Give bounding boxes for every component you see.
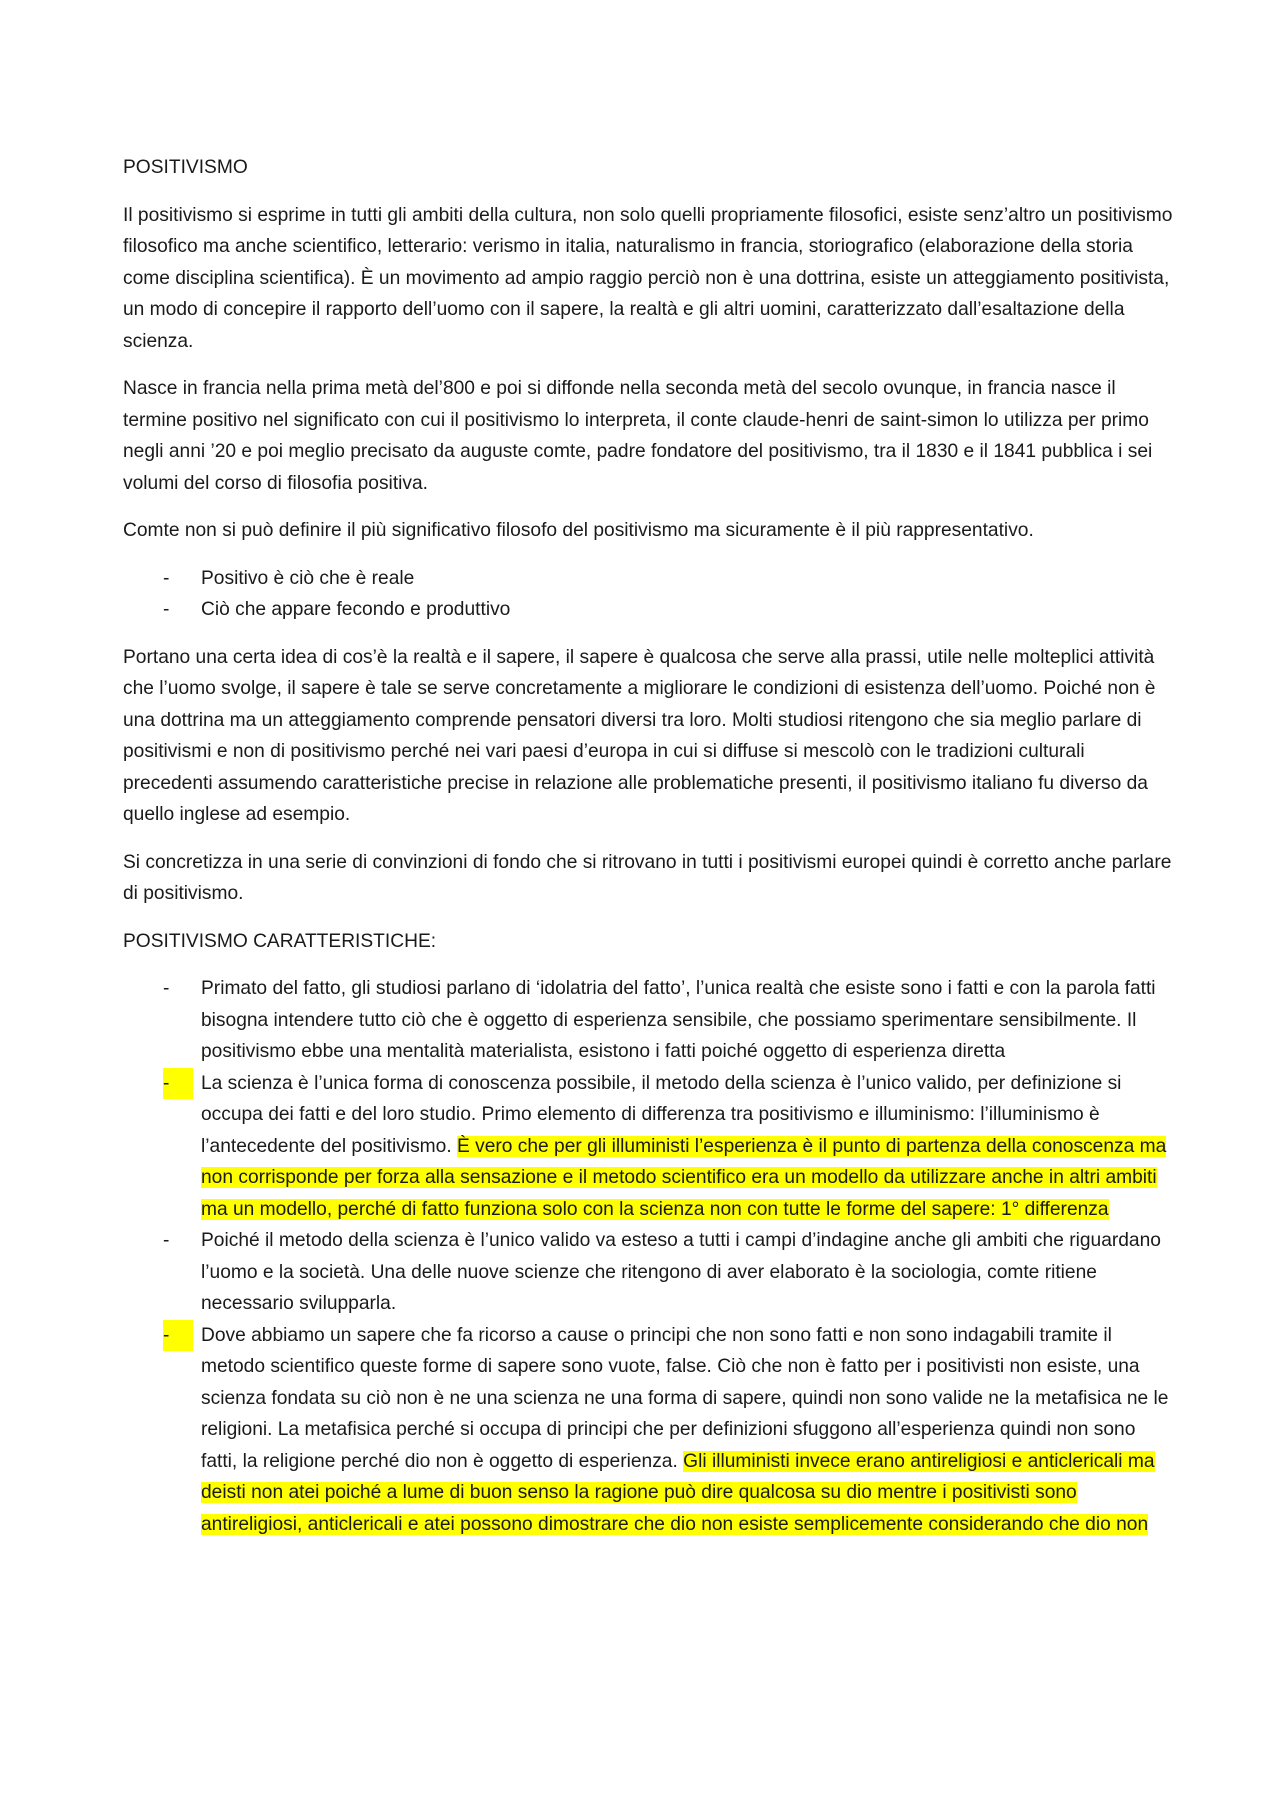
document-body <box>123 152 1173 1556</box>
list-item-text: La scienza è l’unica forma di conoscenza possibile, il metodo della scienza è l’unico valido, per definizione si occupa dei fatti e del loro studio. Primo elemento di differenza tra positivismo e illuminismo: l’illuminismo è l’antecedente del positivismo. <box>201 1072 1122 1157</box>
list-item <box>123 1068 1173 1226</box>
paragraph-convictions: Si concretizza in una serie di convinzioni di fondo che si ritrovano in tutti i positivismi europei quindi è corretto anche parlare di positivismo. <box>123 851 1172 904</box>
list-item <box>123 563 1173 595</box>
document-title: POSITIVISMO <box>123 157 248 178</box>
list-item-text: Poiché il metodo della scienza è l’unico valido va esteso a tutti i campi d’indagine anche gli ambiti che riguardano l’uomo e la società. Una delle nuove scienze che ritengono di aver elaborato è la sociologia, comte ritiene necessario svilupparla. <box>201 1230 1161 1314</box>
highlighted-text: È vero che per gli illuministi l’esperienza è il punto di partenza della conoscenza ma non corrisponde per forza alla sensazione e il metodo scientifico era un modello da utilizzare anche in altri ambiti ma un modello, perché di fatto funziona solo con la scienza non con tutte le forme del sapere: 1° differenza <box>201 1135 1167 1220</box>
list-item <box>123 1225 1173 1320</box>
list-item <box>123 1320 1173 1541</box>
highlighted-text: Gli illuministi invece erano antireligiosi e anticlericali ma deisti non atei poiché a lume di buon senso la ragione può dire qualcosa su dio mentre i positivisti sono antireligiosi, anticlericali e atei possono dimostrare che dio non esiste semplicemente considerando che dio non <box>201 1450 1155 1535</box>
dash-marker-highlighted: - <box>163 1320 193 1352</box>
paragraph-comte: Comte non si può definire il più significativo filosofo del positivismo ma sicuramente è il più rappresentativo. <box>123 520 1034 541</box>
paragraph-intro: Il positivismo si esprime in tutti gli ambiti della cultura, non solo quelli propriamente filosofici, esiste senz’altro un positivismo filosofico ma anche scientifico, letterario: verismo in italia, naturalismo in francia, storiografico (elaborazione della storia come disciplina scientifica). È un movimento ad ampio raggio perciò non è una dottrina, esiste un atteggiamento positivista, un modo di concepire il rapporto dell’uomo con il sapere, la realtà e gli altri uomini, caratterizzato dall’esaltazione della scienza. <box>123 204 1173 352</box>
list-item-text: Primato del fatto, gli studiosi parlano di ‘idolatria del fatto’, l’unica realtà che esiste sono i fatti e con la parola fatti bisogna intendere tutto ciò che è oggetto di esperienza sensibile, che possiamo sperimentare sensibilmente. Il positivismo ebbe una mentalità materialista, esistono i fatti poiché oggetto di esperienza diretta <box>201 978 1156 1062</box>
list-item <box>123 973 1173 1068</box>
paragraph-knowledge: Portano una certa idea di cos’è la realtà e il sapere, il sapere è qualcosa che serve alla prassi, utile nelle molteplici attività che l’uomo svolge, il sapere è tale se serve concretamente a migliorare le condizioni di esistenza dell’uomo. Poiché non è una dottrina ma un atteggiamento comprende pensatori diversi tra loro. Molti studiosi ritengono che sia meglio parlare di positivismi e non di positivismo perché nei vari paesi d’europa in cui si diffuse si mescolò con le tradizioni culturali precedenti assumendo caratteristiche precise in relazione alle problematiche presenti, il positivismo italiano fu diverso da quello inglese ad esempio. <box>123 646 1156 825</box>
list-item-text: Positivo è ciò che è reale <box>201 567 415 589</box>
list-item-text: Ciò che appare fecondo e produttivo <box>201 599 511 620</box>
section-heading-caratteristiche: POSITIVISMO CARATTERISTICHE: <box>123 930 437 952</box>
dash-marker: - <box>163 599 170 620</box>
dash-marker: - <box>163 567 170 589</box>
dash-marker-highlighted: - <box>163 1068 193 1100</box>
list-item <box>123 594 1173 626</box>
dash-marker: - <box>163 1230 170 1251</box>
dash-marker: - <box>163 978 170 999</box>
positivo-definition-list <box>123 563 1173 626</box>
caratteristiche-list <box>123 973 1173 1540</box>
paragraph-origins: Nasce in francia nella prima metà del’800 e poi si diffonde nella seconda metà del secolo ovunque, in francia nasce il termine positivo nel significato con cui il positivismo lo interpreta, il conte claude-henri de saint-simon lo utilizza per primo negli anni ’20 e poi meglio precisato da auguste comte, padre fondatore del positivismo, tra il 1830 e il 1841 pubblica i sei volumi del corso di filosofia positiva. <box>123 378 1153 494</box>
list-item-text: Dove abbiamo un sapere che fa ricorso a cause o principi che non sono fatti e non sono indagabili tramite il metodo scientifico queste forme di sapere sono vuote, false. Ciò che non è fatto per i positivisti non esiste, una scienza fondata su ciò non è ne una scienza ne una forma di sapere, quindi non sono valide ne la metafisica ne le religioni. La metafisica perché si occupa di principi che per definizioni sfuggono all’esperienza quindi non sono fatti, la religione perché dio non è oggetto di esperienza. <box>201 1324 1169 1472</box>
